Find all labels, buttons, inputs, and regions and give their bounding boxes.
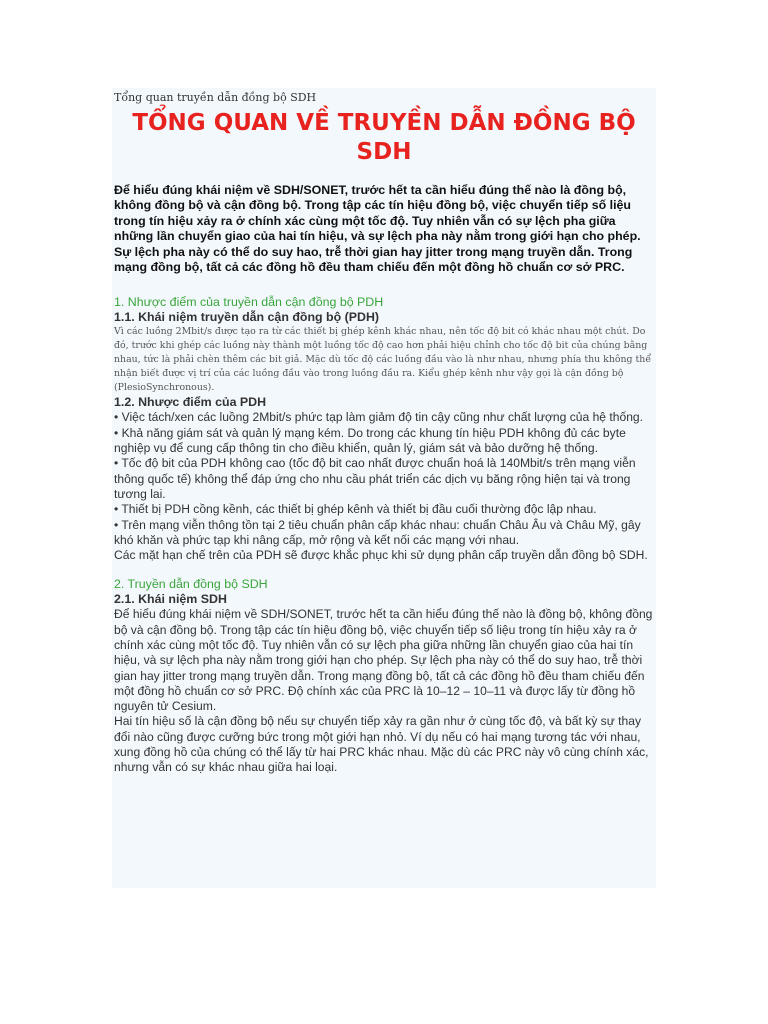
intro-paragraph: Để hiểu đúng khái niệm về SDH/SONET, trước hết ta cần hiểu đúng thế nào là đồng bộ, không đồng bộ và cận đồng bộ. Trong tập các tín hiệu đồng bộ, việc chuyển tiếp số liệu trong tín hiệu xảy ra ở chính xác cùng một tốc độ. Tuy nhiên vẫn có sự lệch pha giữa những lần chuyển giao của hai tín hiệu, và sự lệch pha này nằm trong giới hạn cho phép. Sự lệch pha này có thể do suy hao, trễ thời gian hay jitter trong mạng truyền dẫn. Trong mạng đồng bộ, tất cả các đồng hồ đều tham chiếu đến một đồng hồ chuẩn cơ sở PRC.: [114, 183, 641, 275]
section-1-closing: Các mặt hạn chế trên của PDH sẽ được khắc phục khi sử dụng phân cấp truyền dẫn đồng bộ SDH.: [114, 548, 648, 563]
bullet-item: • Tốc độ bit của PDH không cao (tốc độ bit cao nhất được chuẩn hoá là 140Mbit/s trên mạng viễn thông quốc tế) không thể đáp ứng cho nhu cầu phát triển các dịch vụ băng rộng hiện tại và trong tương lai.: [114, 456, 636, 501]
section-1-2-heading: 1.2. Nhược điểm của PDH: [114, 395, 267, 410]
section-1-1-text: Vì các luồng 2Mbit/s được tạo ra từ các thiết bị ghép kênh khác nhau, nên tốc độ bit có khác nhau một chút. Do đó, trước khi ghép các luồng này thành một luồng tốc độ cao hơn phải hiệu chỉnh cho tốc độ bit của chúng bằng nhau, tức là phải chèn thêm các bit giả. Mặc dù tốc độ các luồng đầu vào là như nhau, nhưng phía thu không thể nhận biết được vị trí của các luồng đầu vào trong luồng đầu ra. Kiểu ghép kênh như vậy gọi là cận đồng bộ (PlesioSynchronous).: [114, 326, 652, 394]
breadcrumb[interactable]: Tổng quan truyền dẫn đồng bộ SDH: [114, 91, 317, 104]
page-title: TỔNG QUAN VỀ TRUYỀN DẪN ĐỒNG BỘ SDH: [132, 110, 636, 165]
section-2-1-heading: 2.1. Khái niệm SDH: [114, 592, 227, 607]
section-1-1-heading: 1.1. Khái niệm truyền dẫn cận đồng bộ (PDH): [114, 310, 380, 325]
section-2-heading: 2. Truyền dẫn đồng bộ SDH: [114, 577, 268, 592]
bullet-item: • Thiết bị PDH cồng kềnh, các thiết bị ghép kênh và thiết bị đầu cuối thường độc lập nhau.: [114, 502, 597, 517]
section-2-para-2: Hai tín hiệu số là cận đồng bộ nếu sự chuyển tiếp xảy ra gần như ở cùng tốc độ, và bất kỳ sự thay đổi nào cũng được cưỡng bức trong một giới hạn nhỏ. Ví dụ nếu có hai mạng tương tác với nhau, xung đồng hồ của chúng có thể lấy từ hai PRC khác nhau. Mặc dù các PRC này vô cùng chính xác, nhưng vẫn có sự khác nhau giữa hai loại.: [114, 714, 649, 775]
bullet-item: • Trên mạng viễn thông tồn tại 2 tiêu chuẩn phân cấp khác nhau: chuẩn Châu Âu và Châu Mỹ, gây khó khăn và phức tạp khi nâng cấp, mở rộng và kết nối các mạng với nhau.: [114, 517, 641, 547]
bullet-item: • Việc tách/xen các luồng 2Mbit/s phức tạp làm giảm độ tin cậy cũng như chất lượng của hệ thống.: [114, 410, 644, 425]
document-page: [112, 88, 656, 888]
section-2-para-1: Để hiểu đúng khái niệm về SDH/SONET, trước hết ta cần hiểu đúng thế nào là đồng bộ, không đồng bộ và cận đồng bộ. Trong tập các tín hiệu đồng bộ, việc chuyển tiếp số liệu trong tín hiệu xảy ra ở chính xác cùng một tốc độ. Tuy nhiên vẫn có sự lệch pha giữa những lần chuyển giao của hai tín hiệu, và sự lệch pha này nằm trong giới hạn cho phép. Sự lệch pha này có thể do suy hao, trễ thời gian hay jitter trong mạng truyền dẫn. Trong mạng đồng bộ, tất cả các đồng hồ đều tham chiếu đến một đồng hồ chuẩn cơ sở PRC. Độ chính xác của PRC là 10–12 – 10–11 và được lấy từ đồng hồ nguyên tử Cesium.: [114, 607, 653, 714]
section-1-heading: 1. Nhược điểm của truyền dẫn cận đồng bộ PDH: [114, 295, 384, 310]
bullet-item: • Khả năng giám sát và quản lý mạng kém. Do trong các khung tín hiệu PDH không đủ các byte nghiệp vụ để cung cấp thông tin cho điều khiển, quản lý, giám sát và bảo dưỡng hệ thống.: [114, 425, 626, 456]
